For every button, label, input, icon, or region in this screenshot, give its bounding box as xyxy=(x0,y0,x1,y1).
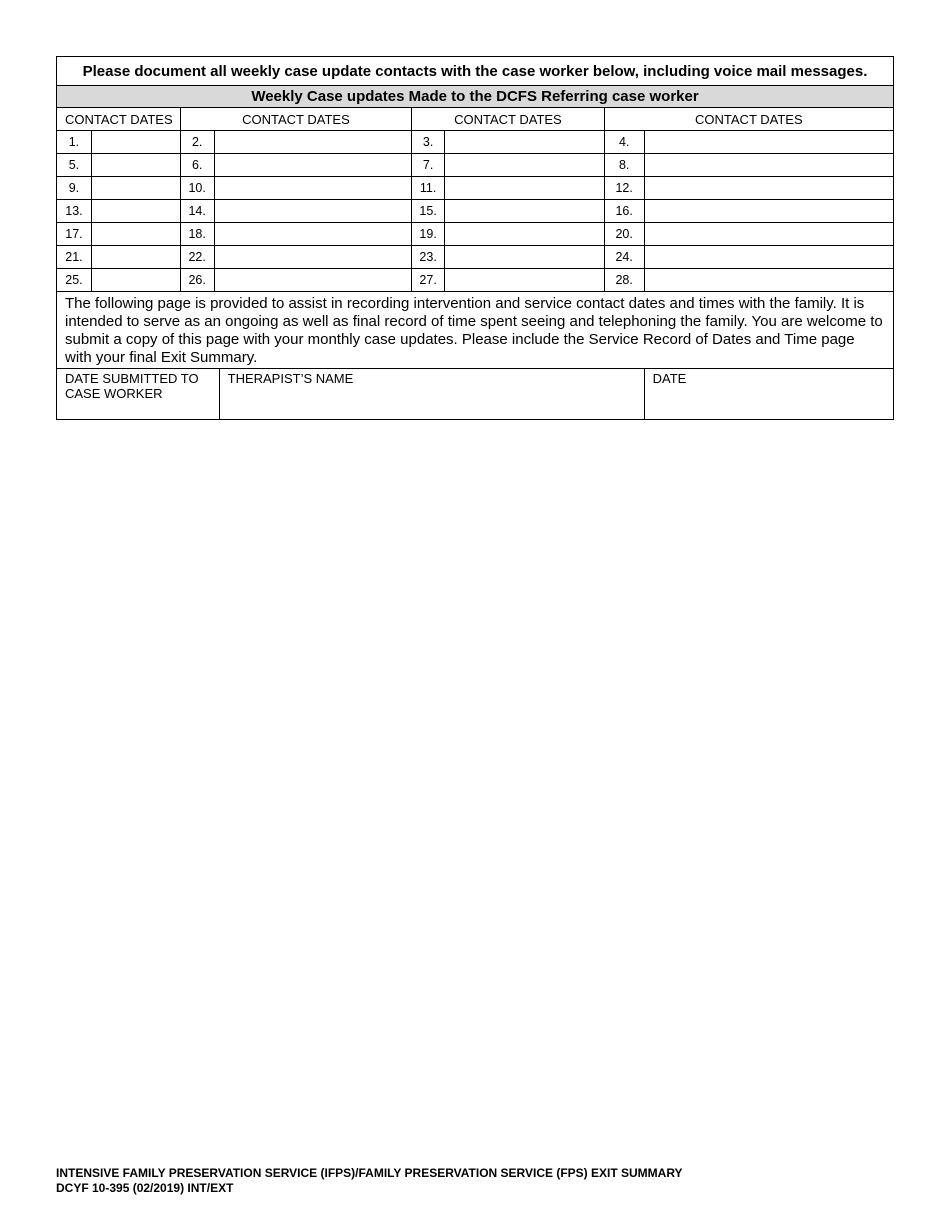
contact-date-field[interactable] xyxy=(215,131,413,153)
entry-number: 26. xyxy=(181,269,215,291)
entry-number: 3. xyxy=(412,131,445,153)
contact-date-field[interactable] xyxy=(92,177,181,199)
table-row xyxy=(57,131,893,154)
instructions-paragraph: The following page is provided to assist in recording intervention and service contact dates and times with the family. It is intended to serve as an ongoing as well as final record of time spent seeing and telephoning the family. You are welcome to submit a copy of this page with your monthly case updates. Please include the Service Record of Dates and Time page with your final Exit Summary. xyxy=(65,295,883,366)
contact-date-field[interactable] xyxy=(445,223,605,245)
contact-date-field[interactable] xyxy=(92,154,181,176)
instructions-paragraph-row xyxy=(57,292,893,369)
table-row xyxy=(57,246,893,269)
footer-form-id: DCYF 10-395 (02/2019) INT/EXT xyxy=(56,1181,234,1195)
entry-number: 14. xyxy=(181,200,215,222)
entry-number: 15. xyxy=(412,200,445,222)
instruction-row xyxy=(57,57,893,86)
contact-log-form xyxy=(56,56,894,420)
page-footer xyxy=(56,1166,683,1196)
contact-date-field[interactable] xyxy=(645,200,893,222)
contact-date-field[interactable] xyxy=(645,269,893,291)
contact-date-field[interactable] xyxy=(215,154,413,176)
entry-number: 8. xyxy=(605,154,645,176)
contact-date-field[interactable] xyxy=(645,154,893,176)
entry-number: 6. xyxy=(181,154,215,176)
entry-number: 9. xyxy=(57,177,92,199)
contact-date-field[interactable] xyxy=(645,131,893,153)
column-header: CONTACT DATES xyxy=(412,108,605,130)
entry-number: 2. xyxy=(181,131,215,153)
table-row xyxy=(57,269,893,292)
entry-number: 18. xyxy=(181,223,215,245)
entry-number: 5. xyxy=(57,154,92,176)
contact-date-field[interactable] xyxy=(645,223,893,245)
section-title: Weekly Case updates Made to the DCFS Referring case worker xyxy=(251,88,699,105)
contact-date-field[interactable] xyxy=(92,246,181,268)
contact-date-field[interactable] xyxy=(445,200,605,222)
contact-date-field[interactable] xyxy=(215,200,413,222)
footer-form-title: INTENSIVE FAMILY PRESERVATION SERVICE (IFPS)/FAMILY PRESERVATION SERVICE (FPS) EXIT SUMMARY xyxy=(56,1166,683,1180)
contact-date-field[interactable] xyxy=(645,177,893,199)
contact-date-field[interactable] xyxy=(92,269,181,291)
entry-number: 22. xyxy=(181,246,215,268)
entry-number: 1. xyxy=(57,131,92,153)
instruction-text: Please document all weekly case update contacts with the case worker below, including voice mail messages. xyxy=(82,62,868,80)
entry-number: 16. xyxy=(605,200,645,222)
contact-date-field[interactable] xyxy=(215,177,413,199)
entry-number: 25. xyxy=(57,269,92,291)
entry-number: 21. xyxy=(57,246,92,268)
contact-date-field[interactable] xyxy=(215,269,413,291)
column-header-row xyxy=(57,108,893,131)
table-row xyxy=(57,223,893,246)
entry-number: 20. xyxy=(605,223,645,245)
contact-date-field[interactable] xyxy=(215,223,413,245)
entry-number: 24. xyxy=(605,246,645,268)
contact-date-field[interactable] xyxy=(445,177,605,199)
date-submitted-field[interactable] xyxy=(57,369,220,419)
entry-number: 27. xyxy=(412,269,445,291)
contact-date-field[interactable] xyxy=(445,131,605,153)
entry-number: 23. xyxy=(412,246,445,268)
section-title-row xyxy=(57,86,893,108)
entry-number: 17. xyxy=(57,223,92,245)
entry-number: 13. xyxy=(57,200,92,222)
entry-number: 4. xyxy=(605,131,645,153)
entry-number: 10. xyxy=(181,177,215,199)
contact-date-field[interactable] xyxy=(92,131,181,153)
date-submitted-label: DATE SUBMITTED TO CASE WORKER xyxy=(65,371,199,401)
contact-date-field[interactable] xyxy=(92,200,181,222)
contact-date-field[interactable] xyxy=(645,246,893,268)
contact-date-field[interactable] xyxy=(445,246,605,268)
contact-date-field[interactable] xyxy=(215,246,413,268)
contact-date-field[interactable] xyxy=(445,154,605,176)
entry-number: 7. xyxy=(412,154,445,176)
contact-date-field[interactable] xyxy=(445,269,605,291)
therapist-name-field[interactable] xyxy=(220,369,645,419)
date-label: DATE xyxy=(652,371,687,386)
entry-number: 19. xyxy=(412,223,445,245)
table-row xyxy=(57,154,893,177)
signature-row xyxy=(57,369,893,419)
contact-date-field[interactable] xyxy=(92,223,181,245)
column-header: CONTACT DATES xyxy=(181,108,412,130)
table-row xyxy=(57,200,893,223)
entry-number: 11. xyxy=(412,177,445,199)
therapist-name-label: THERAPIST’S NAME xyxy=(227,371,354,386)
column-header: CONTACT DATES xyxy=(57,108,181,130)
column-header: CONTACT DATES xyxy=(695,111,803,127)
date-field[interactable] xyxy=(645,369,893,419)
table-row xyxy=(57,177,893,200)
entry-number: 12. xyxy=(605,177,645,199)
entry-number: 28. xyxy=(605,269,645,291)
